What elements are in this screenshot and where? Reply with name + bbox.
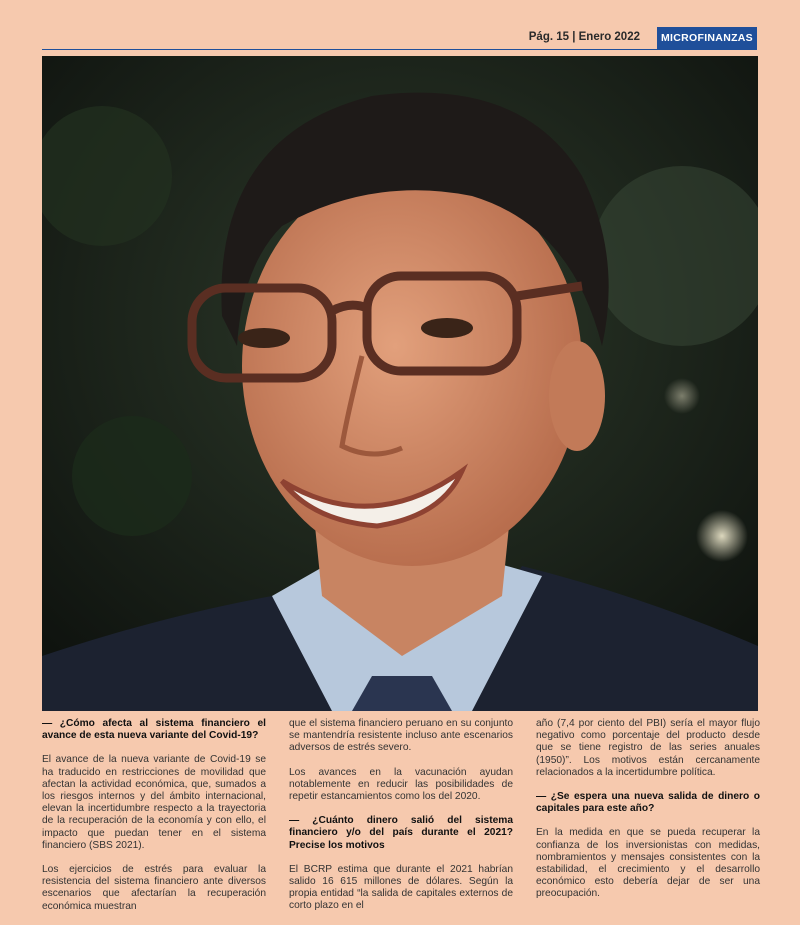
portrait-illustration [42,56,758,711]
header-divider [42,49,757,50]
portrait-photo [42,56,758,711]
paragraph: El avance de la nueva variante de Covid-19 se ha traducido en restricciones de movilidad que afectan la actividad económica, que, sumados a los riesgos internos y del ámbito internacional, elevan la incertidumbre respecto a la trayectoria de la recuperación de la economía y con ello, el impacto que puedan tener en el sistema financiero (SBS 2021). [42,754,266,851]
page-header [0,0,800,52]
question-2: — ¿Cuánto dinero salió del sistema financiero y/o del país durante el 2021? Precise los motivos [289,815,513,851]
question-3: — ¿Se espera una nueva salida de dinero o capitales para este año? [536,791,760,815]
paragraph: Los ejercicios de estrés para evaluar la resistencia del sistema financiero ante diversos escenarios que afectarían la recuperación económica muestran [42,864,266,912]
paragraph: El BCRP estima que durante el 2021 habrían salido 16 615 millones de dólares. Según la propia entidad “la salida de capitales externos de corto plazo en el [289,863,513,912]
brand-logo: MICROFINANZAS [657,27,757,49]
paragraph: Los avances en la vacunación ayudan notablemente en reducir las posibilidades de repetir estancamientos como los del 2020. [289,766,513,803]
page-info: Pág. 15 | Enero 2022 [528,31,640,43]
paragraph: En la medida en que se pueda recuperar la confianza de los inversionistas con medidas, nombramientos y mensajes consistentes con la estabilidad, el crecimiento y el desarrollo económico esto debería dejar de ser una preocupación. [536,827,760,900]
article-column-1 [42,718,266,925]
question-1: — ¿Cómo afecta al sistema financiero el avance de esta nueva variante del Covid-19? [42,718,266,742]
article-column-3 [536,718,760,913]
article-column-2 [289,718,513,925]
paragraph: año (7,4 por ciento del PBI) sería el mayor flujo negativo como porcentaje del producto desde que se tiene registro de las series anuales (1950)”. Los motivos están cercanamente relacionados a la incertidumbre política. [536,718,760,778]
paragraph: que el sistema financiero peruano en su conjunto se mantendría resistente incluso ante escenarios adversos de estrés severo. [289,718,513,754]
